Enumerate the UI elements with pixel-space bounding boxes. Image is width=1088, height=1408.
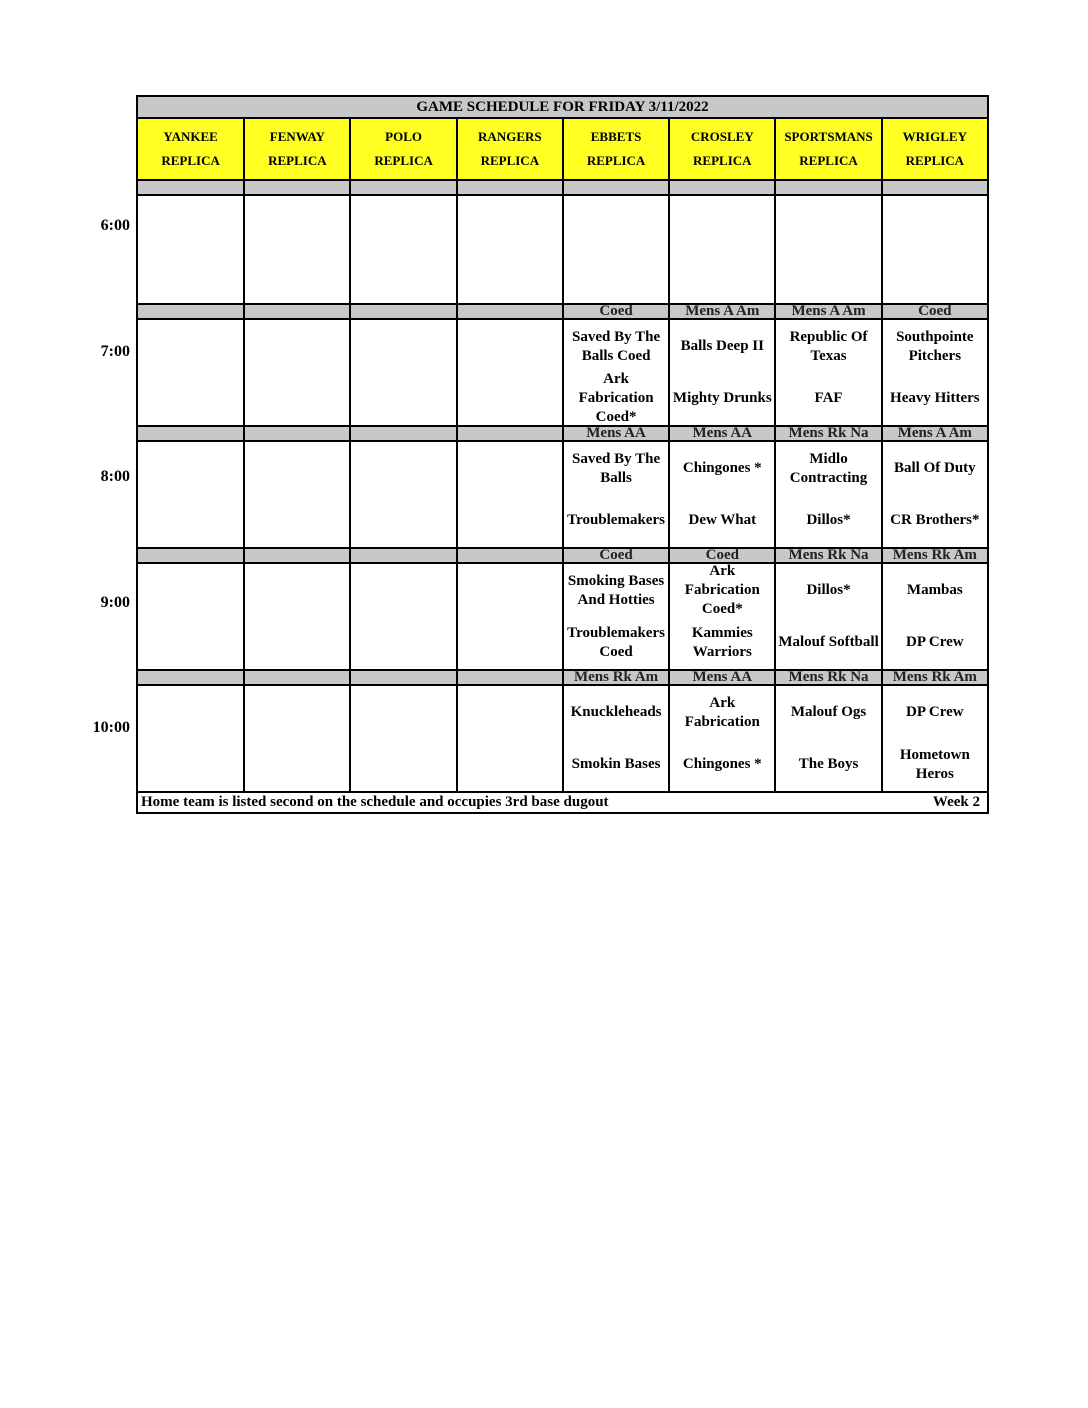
home-team: The Boys: [798, 756, 859, 772]
game-cell: [775, 319, 881, 426]
field-name: POLO: [385, 129, 423, 144]
home-team: Troublemakers Coed: [567, 624, 665, 660]
home-team: [138, 495, 243, 547]
home-team: Kammies Warriors: [691, 624, 753, 660]
home-team: [776, 250, 880, 302]
division-label: [350, 426, 456, 441]
home-team: Malouf Softball: [778, 634, 879, 650]
home-team: [138, 250, 243, 302]
division-label: Mens Rk Na: [775, 426, 881, 441]
visiting-team: [138, 565, 243, 617]
game-cell: [137, 685, 244, 792]
division-label: Mens Rk Am: [563, 670, 669, 685]
visiting-team: [245, 198, 349, 250]
game-cell: [775, 195, 881, 304]
division-label: [563, 180, 669, 195]
field-header-5: [669, 118, 775, 180]
game-cell: [350, 195, 456, 304]
field-header-2: [350, 118, 456, 180]
home-team: [458, 739, 562, 791]
game-cell: [882, 441, 988, 548]
footer-row: [137, 792, 988, 813]
visiting-team: Saved By The Balls Coed: [572, 328, 661, 364]
time-label: 7:00: [100, 343, 130, 360]
game-cell: [882, 319, 988, 426]
schedule-sheet: [136, 95, 989, 814]
schedule-table: [136, 95, 989, 814]
home-team: [883, 250, 987, 302]
home-team: [458, 373, 562, 425]
home-team: Smokin Bases: [571, 756, 661, 772]
division-label: Mens AA: [669, 670, 775, 685]
visiting-team: [138, 321, 243, 373]
game-cell: [350, 685, 456, 792]
field-name: YANKEE: [163, 129, 218, 144]
game-cell: [669, 685, 775, 792]
division-label: Coed: [882, 304, 988, 319]
game-cell: [244, 685, 350, 792]
game-cell: [457, 441, 563, 548]
field-subtitle: REPLICA: [161, 153, 220, 168]
division-label: Mens A Am: [775, 304, 881, 319]
visiting-team: Ark Fabrication: [684, 694, 760, 730]
game-cell: [457, 563, 563, 670]
field-subtitle: REPLICA: [905, 153, 965, 168]
home-team: Dew What: [688, 512, 757, 528]
visiting-team: Republic Of Texas: [789, 328, 868, 364]
division-label: Mens AA: [669, 426, 775, 441]
division-label: Mens Rk Na: [775, 548, 881, 563]
visiting-team: DP Crew: [906, 704, 964, 720]
time-slot-row: [137, 319, 988, 426]
game-cell: [457, 319, 563, 426]
home-team: [351, 250, 455, 302]
game-cell: [669, 319, 775, 426]
division-label: [457, 304, 563, 319]
visiting-team: [458, 198, 562, 250]
game-cell: [244, 563, 350, 670]
game-cell: [775, 441, 881, 548]
game-cell: [669, 441, 775, 548]
visiting-team: [458, 321, 562, 373]
home-team: [245, 739, 349, 791]
division-label: [137, 670, 244, 685]
game-cell: [563, 319, 669, 426]
game-cell: [669, 563, 775, 670]
visiting-team: [245, 565, 349, 617]
division-label: Mens Rk Na: [775, 670, 881, 685]
game-cell: [457, 195, 563, 304]
game-cell: [350, 563, 456, 670]
division-label: [350, 304, 456, 319]
field-header-row: [137, 118, 988, 180]
field-name: RANGERS: [478, 129, 542, 144]
time-label: 9:00: [100, 594, 130, 611]
visiting-team: [351, 321, 455, 373]
field-header-6: [775, 118, 881, 180]
field-subtitle: REPLICA: [799, 153, 858, 168]
division-label: Coed: [669, 548, 775, 563]
visiting-team: [458, 443, 562, 495]
game-cell: [775, 563, 881, 670]
visiting-team: Ark Fabrication Coed*: [684, 563, 760, 617]
time-label: 6:00: [100, 217, 130, 234]
game-cell: [244, 319, 350, 426]
visiting-team: [138, 687, 243, 739]
division-label: Mens A Am: [669, 304, 775, 319]
division-label: [244, 670, 350, 685]
time-slot-row: [137, 195, 988, 304]
home-team: [245, 250, 349, 302]
game-cell: [137, 563, 244, 670]
game-cell: [882, 563, 988, 670]
visiting-team: Southpointe Pitchers: [896, 328, 974, 364]
visiting-team: Dillos*: [806, 582, 851, 598]
visiting-team: Ball Of Duty: [893, 460, 976, 476]
home-team: CR Brothers*: [890, 512, 980, 528]
division-row: [137, 670, 988, 685]
week-label: Week 2: [932, 794, 980, 810]
division-label: [457, 548, 563, 563]
visiting-team: Knuckleheads: [570, 704, 662, 720]
visiting-team: [351, 443, 455, 495]
home-team: [351, 617, 455, 669]
division-label: Mens Rk Am: [882, 548, 988, 563]
footer-cell: [137, 792, 988, 813]
home-team: Heavy Hitters: [890, 390, 980, 406]
game-cell: [669, 195, 775, 304]
field-name: SPORTSMANS: [784, 129, 873, 144]
home-team: [245, 617, 349, 669]
game-cell: [244, 195, 350, 304]
game-cell: [882, 195, 988, 304]
home-team: Hometown Heros: [899, 746, 970, 782]
home-team: [351, 373, 455, 425]
time-slot-row: [137, 441, 988, 548]
visiting-team: Balls Deep II: [680, 338, 764, 354]
division-label: [137, 426, 244, 441]
home-team: Chingones *: [682, 756, 762, 772]
time-slot-row: [137, 563, 988, 670]
division-label: [457, 670, 563, 685]
home-team: [564, 250, 668, 302]
field-name: CROSLEY: [690, 129, 754, 144]
division-label: [244, 426, 350, 441]
home-team: [245, 495, 349, 547]
visiting-team: [458, 687, 562, 739]
home-team: [458, 495, 562, 547]
division-label: [350, 670, 456, 685]
visiting-team: [351, 687, 455, 739]
division-label: Coed: [563, 304, 669, 319]
field-header-7: [882, 118, 988, 180]
visiting-team: [351, 565, 455, 617]
division-row: [137, 304, 988, 319]
time-label: 10:00: [92, 719, 130, 736]
division-label: [350, 548, 456, 563]
visiting-team: [245, 443, 349, 495]
division-label: [244, 304, 350, 319]
game-cell: [775, 685, 881, 792]
division-label: Mens AA: [563, 426, 669, 441]
field-header-3: [457, 118, 563, 180]
game-cell: [244, 441, 350, 548]
visiting-team: [458, 565, 562, 617]
division-label: [137, 304, 244, 319]
home-team: [458, 617, 562, 669]
field-name: WRIGLEY: [902, 129, 967, 144]
field-subtitle: REPLICA: [374, 153, 433, 168]
field-name: EBBETS: [590, 129, 642, 144]
home-team: Dillos*: [806, 512, 851, 528]
field-header-1: [244, 118, 350, 180]
division-label: Coed: [563, 548, 669, 563]
division-label: [882, 180, 988, 195]
visiting-team: [564, 198, 668, 250]
field-subtitle: REPLICA: [268, 153, 327, 168]
home-team: Mighty Drunks: [672, 390, 772, 406]
division-label: [137, 548, 244, 563]
home-team: DP Crew: [906, 634, 964, 650]
division-label: [244, 180, 350, 195]
visiting-team: [138, 198, 243, 250]
home-team: [351, 739, 455, 791]
visiting-team: Mambas: [906, 582, 963, 598]
visiting-team: Malouf Ogs: [790, 704, 867, 720]
visiting-team: [245, 687, 349, 739]
home-team: [138, 373, 243, 425]
game-cell: [457, 685, 563, 792]
visiting-team: [138, 443, 243, 495]
division-label: [669, 180, 775, 195]
visiting-team: [883, 198, 987, 250]
home-team: Troublemakers: [567, 512, 665, 528]
game-cell: [563, 441, 669, 548]
home-team-note: Home team is listed second on the schedule and occupies 3rd base dugout: [141, 794, 609, 810]
division-label: [775, 180, 881, 195]
game-cell: [882, 685, 988, 792]
home-team: [245, 373, 349, 425]
home-team: [138, 617, 243, 669]
game-cell: [350, 441, 456, 548]
division-label: [457, 180, 563, 195]
division-row: [137, 548, 988, 563]
division-label: [350, 180, 456, 195]
field-subtitle: REPLICA: [586, 153, 646, 168]
home-team: [351, 495, 455, 547]
home-team: [670, 250, 774, 302]
visiting-team: Saved By The Balls: [572, 450, 661, 486]
title-row: [137, 96, 988, 118]
home-team: [138, 739, 243, 791]
field-header-0: [137, 118, 244, 180]
division-label: [137, 180, 244, 195]
schedule-title: GAME SCHEDULE FOR FRIDAY 3/11/2022: [137, 96, 988, 118]
game-cell: [137, 195, 244, 304]
field-header-4: [563, 118, 669, 180]
division-label: Mens Rk Am: [882, 670, 988, 685]
visiting-team: [776, 198, 880, 250]
game-cell: [137, 319, 244, 426]
game-cell: [563, 563, 669, 670]
home-team: FAF: [814, 390, 843, 406]
field-subtitle: REPLICA: [480, 153, 540, 168]
visiting-team: Chingones *: [682, 460, 762, 476]
division-label: Mens A Am: [882, 426, 988, 441]
time-label: 8:00: [100, 468, 130, 485]
field-name: FENWAY: [269, 129, 325, 144]
game-cell: [350, 319, 456, 426]
visiting-team: [245, 321, 349, 373]
home-team: [458, 250, 562, 302]
field-subtitle: REPLICA: [693, 153, 752, 168]
visiting-team: [351, 198, 455, 250]
home-team: Ark Fabrication Coed*: [578, 371, 654, 425]
visiting-team: [670, 198, 774, 250]
game-cell: [563, 195, 669, 304]
division-label: [457, 426, 563, 441]
time-slot-row: [137, 685, 988, 792]
visiting-team: Smoking Bases And Hotties: [567, 572, 665, 608]
division-row: [137, 426, 988, 441]
game-cell: [563, 685, 669, 792]
division-label: [244, 548, 350, 563]
visiting-team: Midlo Contracting: [789, 450, 868, 486]
game-cell: [137, 441, 244, 548]
division-row: [137, 180, 988, 195]
